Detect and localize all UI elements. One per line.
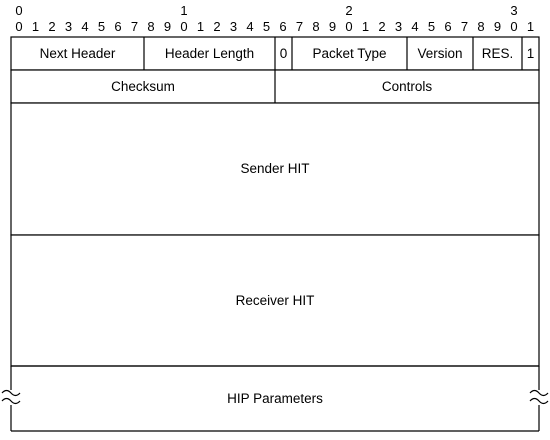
field-controls: Controls bbox=[381, 79, 433, 94]
bit-ruler-unit-8: 8 bbox=[147, 19, 155, 34]
bit-ruler-tens-1: 1 bbox=[180, 3, 188, 18]
bit-ruler-unit-13: 3 bbox=[229, 19, 238, 34]
bit-ruler-unit-10: 0 bbox=[180, 19, 188, 34]
field-header-length: Header Length bbox=[164, 46, 255, 61]
bit-ruler-unit-3: 3 bbox=[64, 19, 73, 34]
bit-ruler-unit-29: 9 bbox=[493, 19, 502, 34]
bit-ruler-unit-4: 4 bbox=[81, 19, 89, 34]
bit-ruler-unit-24: 4 bbox=[411, 19, 419, 34]
bit-ruler-unit-0: 0 bbox=[15, 19, 23, 34]
field-receiver-hit: Receiver HIT bbox=[235, 293, 315, 308]
bit-ruler-unit-12: 2 bbox=[213, 19, 221, 34]
field-next-header: Next Header bbox=[39, 46, 116, 61]
field-reserved: RES. bbox=[481, 46, 514, 61]
field-sender-hit: Sender HIT bbox=[240, 161, 310, 176]
field-hip-parameters: HIP Parameters bbox=[227, 391, 323, 406]
bit-ruler-unit-31: 1 bbox=[526, 19, 535, 34]
bit-ruler-unit-27: 7 bbox=[460, 19, 469, 34]
bit-ruler-unit-7: 7 bbox=[130, 19, 139, 34]
bit-ruler-unit-6: 6 bbox=[114, 19, 122, 34]
bit-ruler-unit-25: 5 bbox=[427, 19, 436, 34]
bit-ruler-unit-16: 6 bbox=[279, 19, 287, 34]
bit-ruler-unit-11: 1 bbox=[196, 19, 205, 34]
header-row-sender-hit bbox=[11, 103, 539, 235]
header-row-1 bbox=[11, 37, 539, 70]
header-row-hip-parameters bbox=[2, 366, 548, 431]
bit-ruler-unit-2: 2 bbox=[48, 19, 56, 34]
bit-ruler-unit-19: 9 bbox=[328, 19, 337, 34]
bit-ruler-unit-14: 4 bbox=[246, 19, 254, 34]
field-fixed-bit-one: 1 bbox=[526, 46, 535, 61]
bit-ruler-unit-30: 0 bbox=[510, 19, 518, 34]
header-row-receiver-hit bbox=[11, 235, 539, 366]
bit-ruler-tens-2: 2 bbox=[345, 3, 353, 18]
header-row-2 bbox=[11, 70, 539, 103]
bit-ruler-unit-23: 3 bbox=[394, 19, 403, 34]
bit-ruler-units bbox=[15, 19, 534, 34]
field-packet-type: Packet Type bbox=[312, 46, 387, 61]
bit-ruler-unit-21: 1 bbox=[361, 19, 370, 34]
bit-ruler-unit-1: 1 bbox=[31, 19, 40, 34]
bit-ruler-tens bbox=[15, 3, 517, 18]
right-break-icon bbox=[530, 391, 548, 404]
left-break-icon bbox=[2, 391, 20, 404]
field-checksum: Checksum bbox=[111, 79, 175, 94]
bit-ruler-unit-22: 2 bbox=[378, 19, 386, 34]
bit-ruler-unit-9: 9 bbox=[163, 19, 172, 34]
bit-ruler-tens-0: 0 bbox=[15, 3, 23, 18]
bit-ruler-unit-26: 6 bbox=[444, 19, 452, 34]
field-fixed-bit-zero: 0 bbox=[279, 46, 288, 61]
bit-ruler-unit-20: 0 bbox=[345, 19, 353, 34]
bit-ruler-unit-18: 8 bbox=[312, 19, 320, 34]
bit-ruler-unit-17: 7 bbox=[295, 19, 304, 34]
bit-ruler-unit-5: 5 bbox=[97, 19, 106, 34]
bit-ruler-unit-28: 8 bbox=[477, 19, 485, 34]
bit-ruler-unit-15: 5 bbox=[262, 19, 271, 34]
field-version: Version bbox=[417, 46, 463, 61]
bit-ruler-tens-3: 3 bbox=[510, 3, 518, 18]
